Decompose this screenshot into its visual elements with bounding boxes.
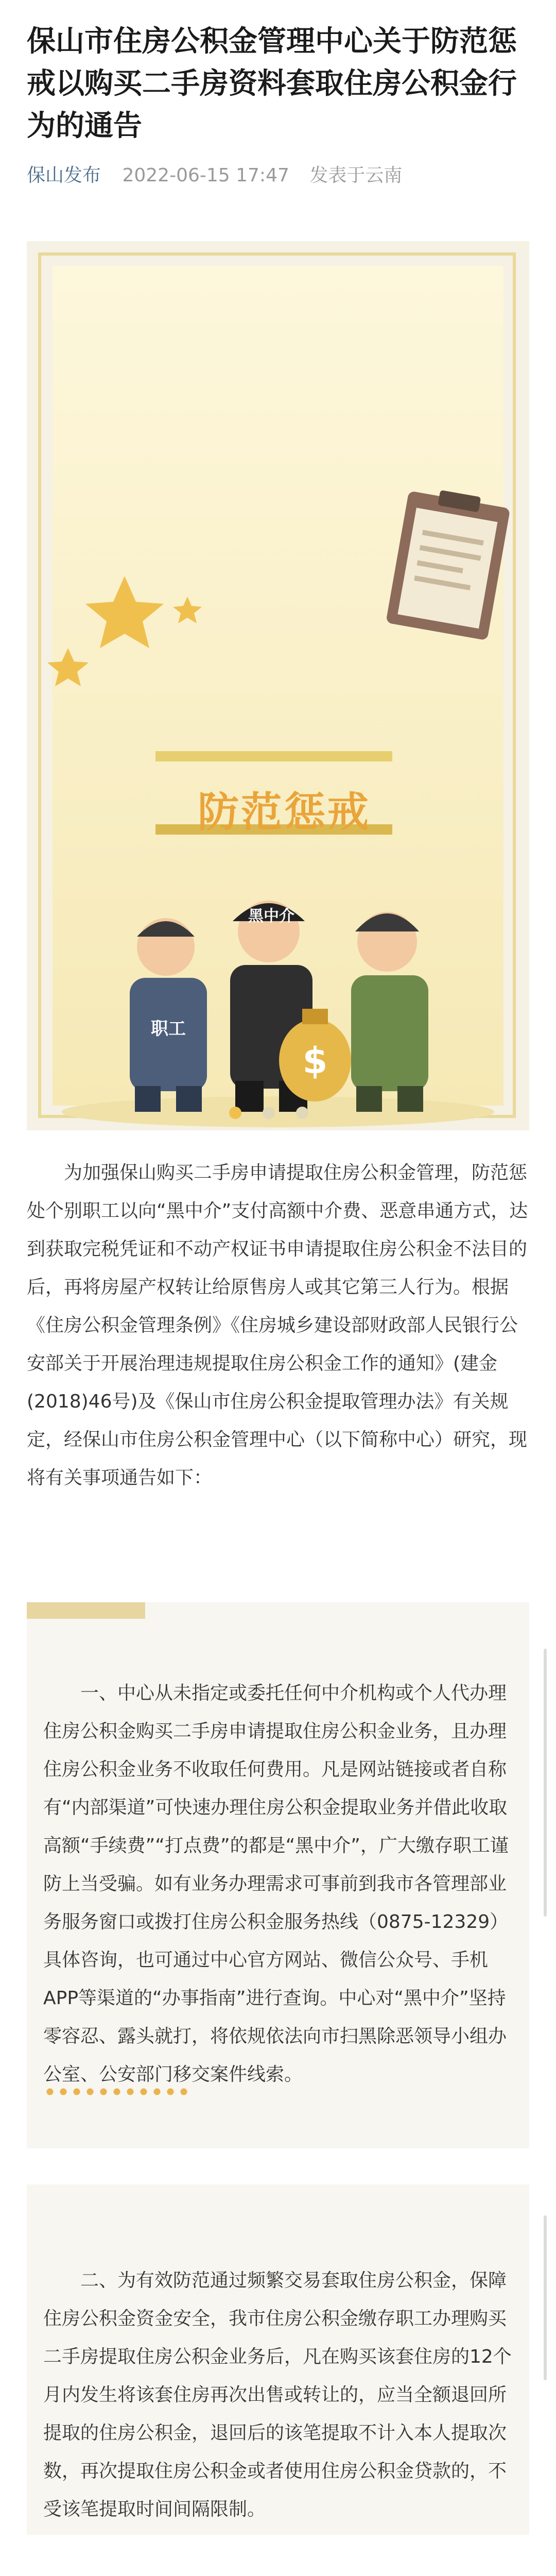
section-2-paragraph: 二、为有效防范通过频繁交易套取住房公积金，保障住房公积金资金安全，我市住房公积金缴存职工办理购买二手房提取住房公积金业务后，凡在购买该套住房的12个月内发生将该套住房再次出售或转让的，应当全额退回所提取的住房公积金，退回后的该笔提取不计入本人提取次数，再次提取住房公积金或者使用住房公积金贷款的，不受该笔提取时间间隔限制。 (43, 2270, 512, 2520)
worker-label: 职工 (151, 1019, 186, 1039)
section-1-paragraph: 一、中心从未指定或委托任何中介机构或个人代办理住房公积金购买二手房申请提取住房公积金业务，且办理住房公积金业务不收取任何费用。凡是网站链接或者自称有“内部渠道”可快速办理住房公积金提取业务并借此收取高额“手续费”“打点费”的都是“黑中介”，广大缴存职工谨防上当受骗。如有业务办理需求可事前到我市各管理部业务服务窗口或拨打住房公积金服务热线（0875-12329）具体咨询，也可通过中心官方网站、微信公众号、手机APP等渠道的“办事指南”进行查询。中心对“黑中介”坚持零容忍、露头就打，将依规依法向市扫黑除恶领导小组办公室、公安部门移交案件线索。 (43, 1683, 509, 2085)
poster-image (27, 241, 529, 1130)
poster-dots (27, 1107, 529, 1121)
poster-illustration (27, 241, 529, 1130)
publish-location: 发表于云南 (309, 165, 403, 186)
svg-text:$: $ (302, 1040, 328, 1082)
intro-paragraph: 为加强保山购买二手房申请提取住房公积金管理，防范惩处个别职工以向“黑中介”支付高额中介费、恶意串通方式，达到获取完税凭证和不动产权证书申请提取住房公积金不法目的后，再将房屋产权转让给原售房人或其它第三人行为。根据《住房公积金管理条例》《住房城乡建设部财政部人民银行公安部关于开展治理违规提取住房公积金工作的通知》(建金(2018)46号)及《保山市住房公积金提取管理办法》有关规定，经保山市住房公积金管理中心（以下简称中心）研究，现将有关事项通告如下： (27, 1162, 528, 1488)
scrollbar[interactable] (544, 1649, 547, 1917)
black-agent-label: 黑中介 (248, 907, 294, 925)
star-icon (173, 597, 202, 623)
section-2-text (43, 2262, 514, 2529)
decorative-bar (27, 1602, 145, 1619)
author-link[interactable]: 保山发布 (27, 165, 101, 186)
section-1-text (43, 1674, 514, 2094)
star-icon (47, 648, 89, 686)
decorative-dots (43, 2087, 187, 2097)
poster-headline: 防范惩戒 (198, 788, 371, 836)
article-title: 保山市住房公积金管理中心关于防范惩戒以购买二手房资料套取住房公积金行为的通告 (27, 25, 517, 143)
intro-text (27, 1154, 529, 1497)
article-header (27, 21, 529, 187)
dot-icon (296, 1107, 308, 1119)
police-figure (351, 912, 428, 1112)
star-icon (85, 576, 164, 648)
publish-date: 2022-06-15 17:47 (122, 165, 289, 186)
worker-figure (130, 918, 207, 1112)
scrollbar[interactable] (544, 2215, 547, 2380)
dot-icon (263, 1107, 275, 1119)
clipboard-icon (386, 485, 511, 641)
dot-icon (229, 1107, 241, 1119)
article-meta (27, 161, 529, 187)
